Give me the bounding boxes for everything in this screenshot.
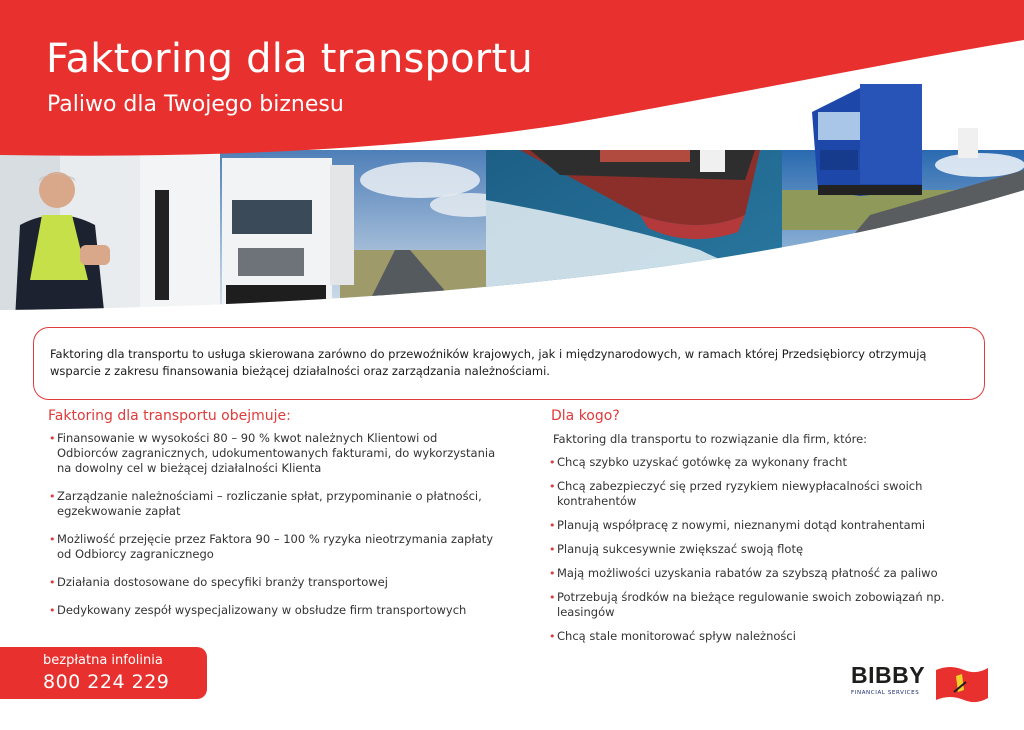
right-section-title: Dla kogo? <box>551 408 620 424</box>
cargo-ship-photo <box>486 150 782 320</box>
list-item: • Chcą zabezpieczyć się przed ryzykiem niewypłacalności swoich kontrahentów <box>549 479 923 508</box>
list-item: • Chcą szybko uzyskać gotówkę za wykonany fracht <box>549 455 847 469</box>
intro-box <box>33 327 985 400</box>
list-item: • Finansowanie w wysokości 80 – 90 % kwot należnych Klientowi od Odbiorców zagranicznych, udokumentowanych fakturami, do wykorzystania na dowolny cel w bieżącej działalności Klienta <box>49 431 496 475</box>
list-item: • Potrzebują środków na bieżące regulowanie swoich zobowiązań np. leasingów <box>549 590 945 619</box>
left-section-list <box>49 431 499 631</box>
bibby-logo <box>846 660 990 706</box>
list-item: • Planują współpracę z nowymi, nieznanymi dotąd kontrahentami <box>549 518 926 532</box>
infoline-label: bezpłatna infolinia <box>43 653 163 668</box>
right-section-intro: Faktoring dla transportu to rozwiązanie dla firm, które: <box>553 432 868 446</box>
page-subtitle: Paliwo dla Twojego biznesu <box>47 92 344 117</box>
infoline-phone-number[interactable]: 800 224 229 <box>43 671 170 693</box>
list-item: • Działania dostosowane do specyfiki branży transportowej <box>49 575 388 589</box>
header-banner <box>0 0 1024 320</box>
bullet-icon: • <box>549 567 556 580</box>
list-item: • Chcą stale monitorować spływ należności <box>549 629 796 643</box>
bullet-icon: • <box>549 480 556 493</box>
logo-tagline: FINANCIAL SERVICES <box>851 690 920 696</box>
bullet-icon: • <box>49 576 56 589</box>
page-title: Faktoring dla transportu <box>46 36 533 82</box>
logo-wordmark: BIBBY <box>851 662 926 688</box>
left-section-title: Faktoring dla transportu obejmuje: <box>48 408 291 424</box>
infoline-box <box>0 647 207 699</box>
list-item: • Dedykowany zespół wyspecjalizowany w obsłudze firm transportowych <box>49 603 467 617</box>
list-item: • Mają możliwości uzyskania rabatów za szybszą płatność za paliwo <box>549 566 938 580</box>
bullet-icon: • <box>49 490 56 503</box>
list-item: • Planują sukcesywnie zwiększać swoją flotę <box>549 542 804 556</box>
list-item: • Możliwość przejęcie przez Faktora 90 – 100 % ryzyka nieotrzymania zapłaty od Odbiorcy zagranicznego <box>49 532 494 561</box>
bullet-icon: • <box>49 432 56 445</box>
flag-icon <box>934 664 990 706</box>
truck-driver-photo <box>0 150 220 320</box>
bullet-icon: • <box>49 604 56 617</box>
bullet-icon: • <box>49 533 56 546</box>
bullet-icon: • <box>549 591 556 604</box>
right-section-list <box>549 455 999 653</box>
bullet-icon: • <box>549 543 556 556</box>
bullet-icon: • <box>549 456 556 469</box>
bullet-icon: • <box>549 630 556 643</box>
white-truck-road-photo <box>220 150 510 320</box>
intro-text: Faktoring dla transportu to usługa skierowana zarówno do przewoźników krajowych, jak i międzynarodowych, w ramach której Przedsiębiorcy otrzymują wsparcie z zakresu finansowania bieżącej działalności oraz zarządzania należnościami. <box>50 347 927 378</box>
bullet-icon: • <box>549 519 556 532</box>
list-item: • Zarządzanie należnościami – rozliczanie spłat, przypominanie o płatności, egzekwowanie zapłat <box>49 489 482 518</box>
